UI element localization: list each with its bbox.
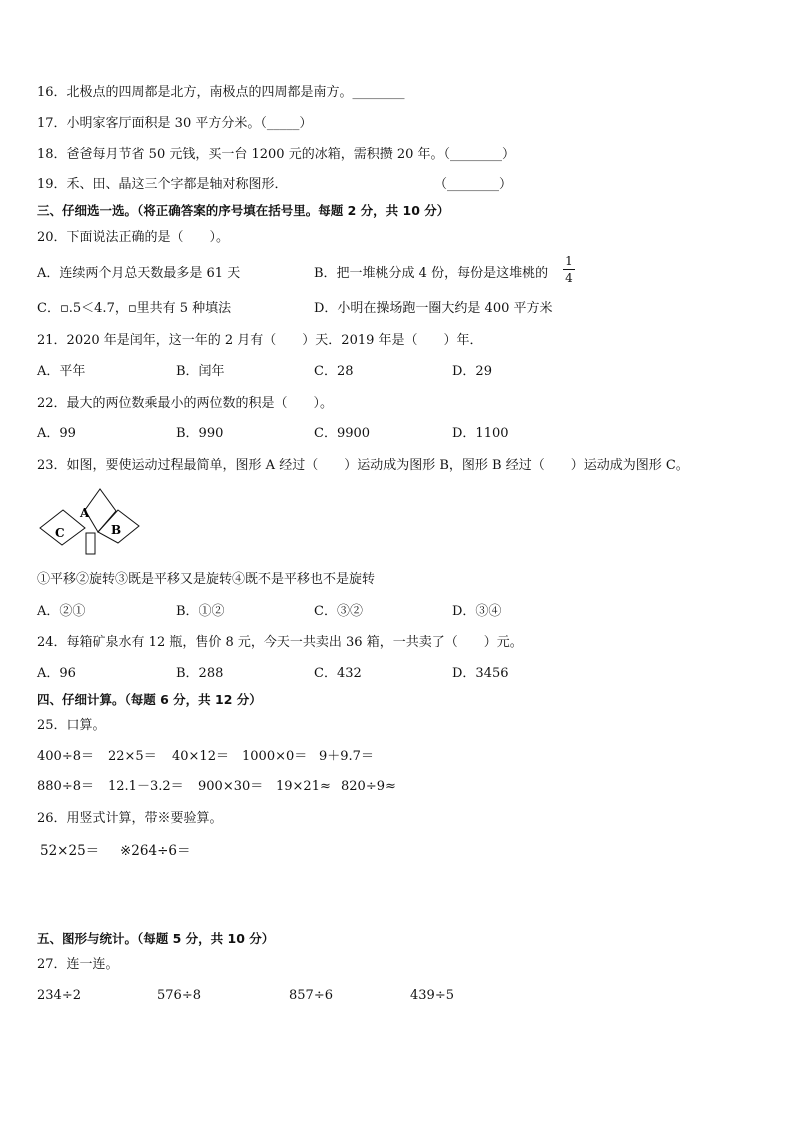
question-16: 16．北极点的四周都是北方，南极点的四周都是南方。________ (37, 85, 405, 100)
fraction-one-quarter (563, 255, 575, 284)
q24-option-c: C．432 (314, 666, 362, 681)
q23-option-a: A．②① (37, 604, 86, 619)
q27-item: 576÷8 (157, 988, 201, 1003)
label-a: A (80, 506, 90, 520)
q24-option-b: B．288 (176, 666, 224, 681)
q20-option-b: B．把一堆桃分成 4 份，每份是这堆桃的 (314, 266, 549, 281)
q25-item: 9＋9.7＝ (319, 749, 374, 764)
question-26: 26．用竖式计算，带※要验算。 (37, 811, 223, 826)
q25-item: 19×21≈ (276, 779, 331, 794)
q25-item: 880÷8＝ (37, 779, 94, 794)
fraction-denominator: 4 (565, 271, 573, 285)
q22-option-d: D．1100 (452, 426, 509, 441)
section-3-heading: 三、仔细选一选。（将正确答案的序号填在括号里。每题 2 分，共 10 分） (37, 203, 450, 218)
q23-option-c: C．③② (314, 604, 363, 619)
question-20: 20．下面说法正确的是（ ）。 (37, 230, 230, 245)
q24-option-d: D．3456 (452, 666, 509, 681)
q21-option-a: A．平年 (37, 364, 86, 379)
question-23: 23．如图，要使运动过程最简单，图形 A 经过（ ）运动成为图形 B，图形 B 经过（ ）运动成为图形 C。 (37, 458, 689, 473)
section-5-heading: 五、图形与统计。（每题 5 分，共 10 分） (37, 931, 275, 946)
q20-option-c: C．▫.5＜4.7，▫里共有 5 种填法 (37, 301, 232, 316)
q26-item: ※264÷6＝ (120, 843, 191, 859)
question-22: 22．最大的两位数乘最小的两位数的积是（ ）。 (37, 396, 334, 411)
fraction-numerator: 1 (565, 254, 573, 268)
question-19: 19．禾、田、晶这三个字都是轴对称图形． (37, 177, 288, 192)
q24-option-a: A．96 (37, 666, 76, 681)
section-4-heading: 四、仔细计算。（每题 6 分，共 12 分） (37, 692, 262, 707)
q20-option-d: D．小明在操场跑一圈大约是 400 平方米 (314, 301, 553, 316)
q20-option-a: A．连续两个月总天数最多是 61 天 (37, 266, 241, 281)
q26-item: 52×25＝ (40, 843, 100, 859)
q23-choice-list: ①平移②旋转③既是平移又是旋转④既不是平移也不是旋转 (37, 572, 376, 587)
q23-option-b: B．①② (176, 604, 225, 619)
q25-item: 40×12＝ (172, 749, 229, 764)
question-21: 21．2020 年是闰年，这一年的 2 月有（ ）天．2019 年是（ ）年． (37, 333, 483, 348)
q21-option-b: B．闰年 (176, 364, 225, 379)
question-24: 24．每箱矿泉水有 12 瓶，售价 8 元，今天一共卖出 36 箱，一共卖了（ ）元。 (37, 635, 523, 650)
q27-item: 857÷6 (289, 988, 333, 1003)
fraction-bar (563, 269, 575, 270)
q25-item: 22×5＝ (108, 749, 157, 764)
question-17: 17．小明家客厅面积是 30 平方分米。（_____） (37, 116, 313, 131)
stem-rectangle (86, 533, 95, 554)
q22-option-c: C．9900 (314, 426, 371, 441)
q27-item: 439÷5 (410, 988, 454, 1003)
question-27: 27．连一连。 (37, 957, 119, 972)
rotation-figure (38, 486, 142, 558)
q25-item: 1000×0＝ (242, 749, 308, 764)
q25-item: 900×30＝ (198, 779, 264, 794)
q27-item: 234÷2 (37, 988, 81, 1003)
question-18: 18．爸爸每月节省 50 元钱，买一台 1200 元的冰箱，需积攒 20 年。（________） (37, 147, 516, 162)
q25-item: 400÷8＝ (37, 749, 94, 764)
question-25: 25．口算。 (37, 718, 106, 733)
q22-option-b: B．990 (176, 426, 224, 441)
q21-option-d: D．29 (452, 364, 492, 379)
label-b: B (111, 523, 122, 537)
q22-option-a: A．99 (37, 426, 76, 441)
q25-item: 820÷9≈ (341, 779, 396, 794)
question-19-blank: （________） (434, 177, 513, 192)
q21-option-c: C．28 (314, 364, 354, 379)
q23-option-d: D．③④ (452, 604, 502, 619)
label-c: C (55, 526, 65, 540)
q25-item: 12.1－3.2＝ (108, 779, 184, 794)
